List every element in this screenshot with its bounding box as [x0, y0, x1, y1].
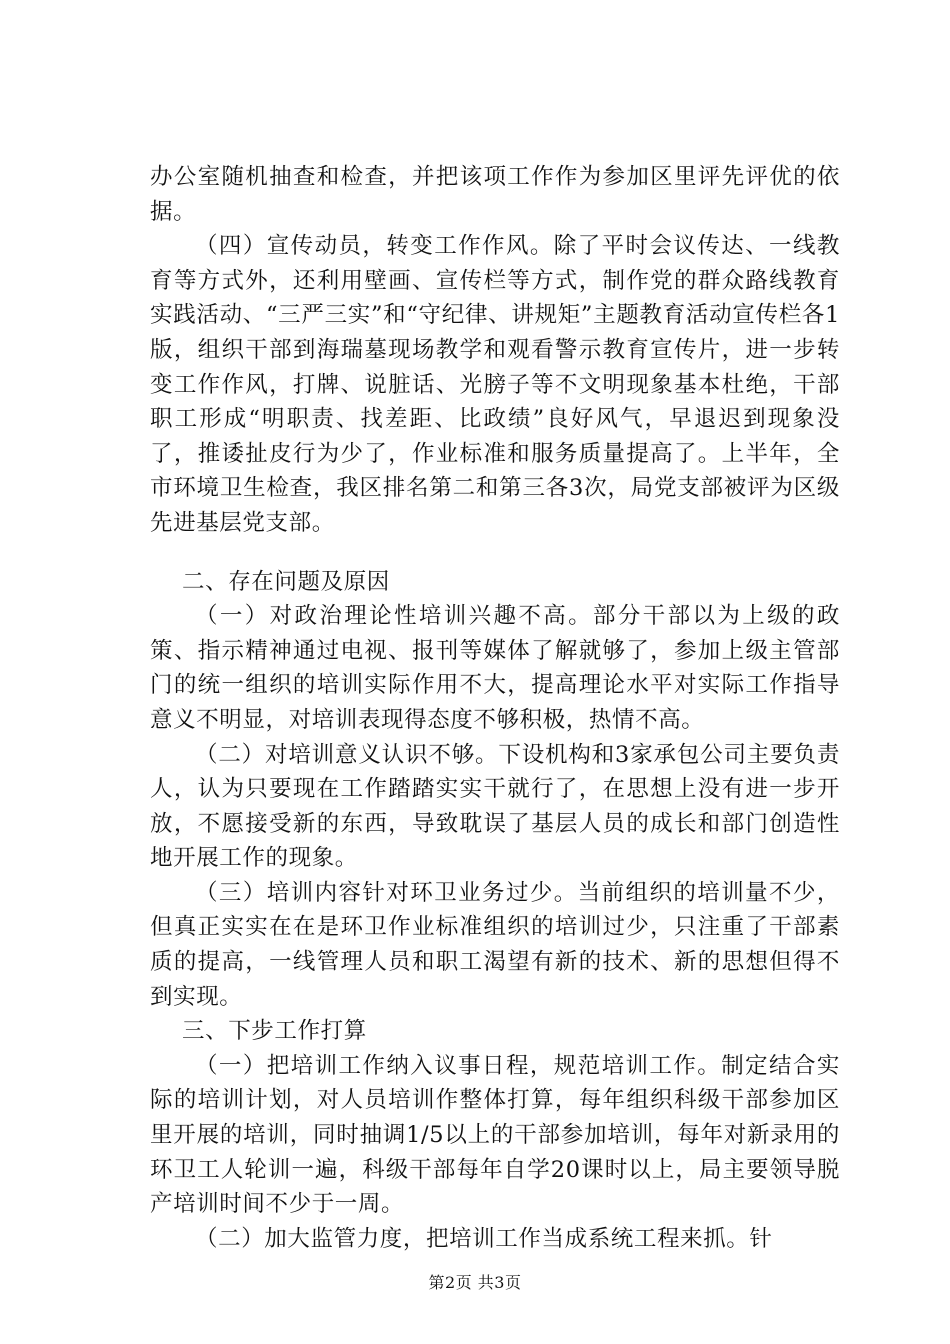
paragraph-problem-1: （一）对政治理论性培训兴趣不高。部分干部以为上级的政策、指示精神通过电视、报刊等媒体了解就够了，参加上级主管部门的统一组织的培训实际作用不大，提高理论水平对实际工作指导意义不明显，对培训表现得态度不够积极，热情不高。: [150, 603, 840, 733]
section-gap: [150, 541, 840, 565]
paragraph-publicity: （四）宣传动员，转变工作作风。除了平时会议传达、一线教育等方式外，还利用壁画、宣传栏等方式，制作党的群众路线教育实践活动、“三严三实”和“守纪律、讲规矩”主题教育活动宣传栏各1版，组织干部到海瑞墓现场教学和观看警示教育宣传片，进一步转变工作作风，打牌、说脏话、光膀子等不文明现象基本杜绝，干部职工形成“明职责、找差距、比政绩”良好风气，早退迟到现象没了，推诿扯皮行为少了，作业标准和服务质量提高了。上半年，全市环境卫生检查，我区排名第二和第三各3次，局党支部被评为区级先进基层党支部。: [150, 233, 840, 536]
section-heading-next-steps: 三、下步工作打算: [182, 1018, 367, 1045]
page-number-footer: 第2页 共3页: [428, 1273, 522, 1292]
paragraph-plan-2: （二）加大监管力度，把培训工作当成系统工程来抓。针: [195, 1225, 773, 1252]
paragraph-problem-2: （二）对培训意义认识不够。下设机构和3家承包公司主要负责人，认为只要现在工作踏踏实实干就行了，在思想上没有进一步开放，不愿接受新的东西，导致耽误了基层人员的成长和部门创造性地开展工作的现象。: [150, 741, 840, 872]
paragraph-continuation: 办公室随机抽查和检查，并把该项工作作为参加区里评先评优的依据。: [150, 164, 840, 225]
paragraph-plan-1: （一）把培训工作纳入议事日程，规范培训工作。制定结合实际的培训计划，对人员培训作整体打算，每年组织科级干部参加区里开展的培训，同时抽调1/5以上的干部参加培训，每年对新录用的环卫工人轮训一遍，科级干部每年自学20课时以上，局主要领导脱产培训时间不少于一周。: [150, 1052, 840, 1218]
section-heading-problems: 二、存在问题及原因: [182, 568, 390, 595]
paragraph-problem-3: （三）培训内容针对环卫业务过少。当前组织的培训量不少，但真正实实在在是环卫作业标准组织的培训过少，只注重了干部素质的提高，一线管理人员和职工渴望有新的技术、新的思想但得不到实现。: [150, 879, 840, 1010]
document-body: [150, 160, 840, 1256]
